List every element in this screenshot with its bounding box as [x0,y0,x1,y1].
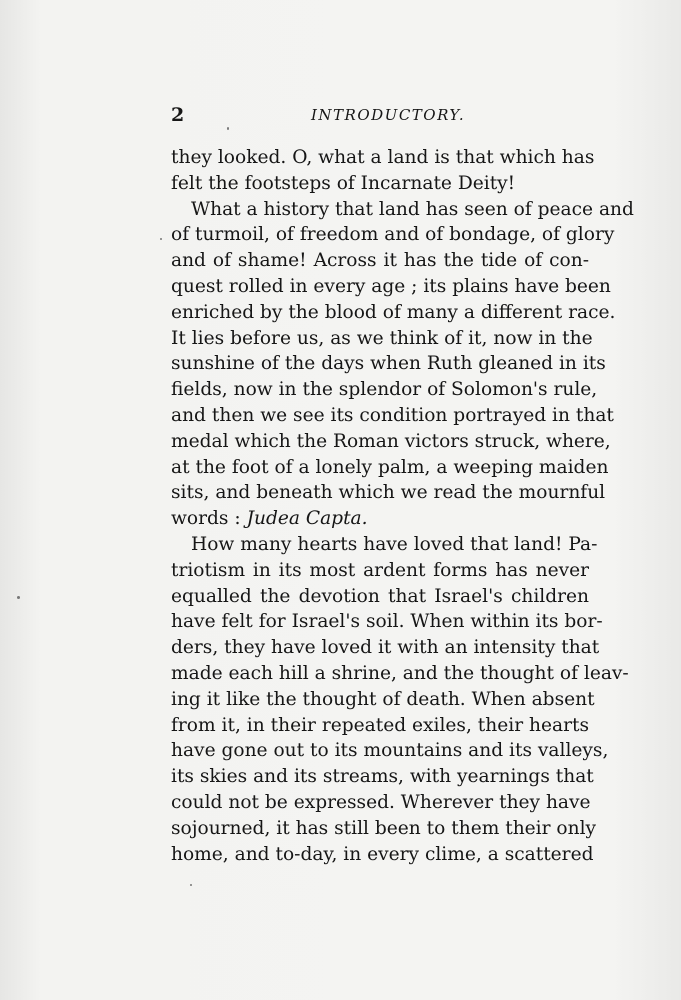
italic-phrase: Judea Capta. [246,508,368,530]
text-line: felt the footsteps of Incarnate Deity! [171,172,516,194]
text-line: triotism in its most ardent forms has never [171,559,589,581]
text-line: sits, and beneath which we read the mournful [171,482,606,504]
text-line: could not be expressed. Wherever they have [171,791,591,813]
page-number: 2 [171,104,185,126]
text-line: its skies and its streams, with yearnings that [171,766,594,788]
text-line: sunshine of the days when Ruth gleaned in its [171,353,606,375]
text-line: and of shame! Across it has the tide of con- [171,250,589,272]
text-line: sojourned, it has still been to them their only [171,817,597,839]
paragraph-start-line: What a history that land has seen of peace and [191,198,634,220]
text-line: and then we see its condition portrayed in that [171,404,614,426]
text-line: have gone out to its mountains and its valleys, [171,740,609,762]
body-text [171,145,634,867]
page-header [171,104,591,130]
paper-speck [227,127,229,130]
text-line: made each hill a shrine, and the thought of leav- [171,662,629,684]
text-line: enriched by the blood of many a different race. [171,301,616,323]
paper-speck [160,238,162,240]
text-line: medal which the Roman victors struck, where, [171,430,611,452]
text-line: from it, in their repeated exiles, their hearts [171,714,589,736]
text-fragment: words : [171,508,247,530]
paragraph-start-line: How many hearts have loved that land! Pa- [191,533,598,555]
text-line: have felt for Israel's soil. When within its bor- [171,611,603,633]
text-line-with-italic [171,506,589,532]
running-head: INTRODUCTORY. [311,106,466,124]
text-line: they looked. O, what a land is that which has [171,147,595,168]
text-line: quest rolled in every age ; its plains have been [171,275,611,297]
text-line: at the foot of a lonely palm, a weeping maiden [171,456,609,478]
text-line: home, and to-day, in every clime, a scattered [171,843,594,865]
text-line: equalled the devotion that Israel's children [171,585,589,607]
text-line: fields, now in the splendor of Solomon's rule, [171,379,598,401]
text-line: ing it like the thought of death. When absent [171,688,595,710]
text-line: ders, they have loved it with an intensity that [171,637,600,659]
paper-speck [190,884,192,886]
text-line: It lies before us, as we think of it, now in the [171,327,593,349]
paper-speck [17,596,20,599]
text-line: of turmoil, of freedom and of bondage, of glory [171,224,615,246]
